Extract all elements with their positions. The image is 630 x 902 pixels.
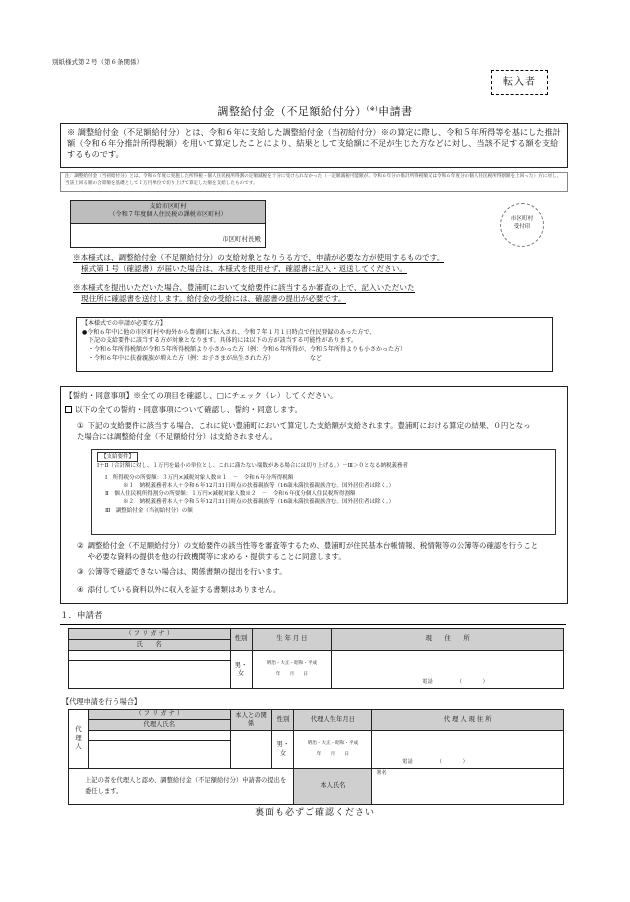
municipality-header xyxy=(71,201,265,224)
proxy-ymd: 年 月 日 xyxy=(316,751,349,757)
requirement-line3: ・令和６年所得税額が令和５年所得税額より小さかった方（例：令和６年所得が、令和５年所得よりも小さかった方） xyxy=(88,346,407,354)
proxy-phone-label: 電話 xyxy=(402,758,413,765)
requirement-title: 【本様式での申請が必要な方】 xyxy=(82,320,167,327)
transfer-badge: 転入者 xyxy=(491,70,548,95)
municipality-sublabel: （令和７年度個人住民税の課税市区町村） xyxy=(109,211,227,219)
proxy-furigana-header: （ フ リ ガ ナ ） xyxy=(88,710,230,720)
proxy-signature-label: 署名 xyxy=(376,770,387,776)
proxy-gender-select[interactable]: 男・女 xyxy=(272,731,294,769)
pledge-item-3 xyxy=(77,567,555,578)
form-number: 別紙様式第２号（第６条関係） xyxy=(52,58,143,66)
stamp-label-1: 市区町村 xyxy=(510,216,534,222)
pledge-item-1 xyxy=(77,421,555,442)
applicant-gender-header: 性別 xyxy=(230,629,252,651)
review-notice-line1: ※本様式を提出いただいた場合、豊浦町において支給要件に該当するか審査の上で、記入いただいた xyxy=(73,283,415,292)
supply-row-2-note: ※２ 納税義務者本人＋令和５年12月31日時点の扶養親族等（16歳未満扶養親族含む。国外居住者は除く。） xyxy=(123,499,395,506)
proxy-birthdate-field[interactable] xyxy=(294,731,372,769)
stamp-label-2: 受付印 xyxy=(513,223,531,230)
requirement-line1: ●令和６年中に他の市区町村や海外から豊浦町に転入され、令和７年１月１日時点で住民登録のあった方で、 xyxy=(82,328,376,336)
supply-label: 【支給要件】 xyxy=(97,452,138,462)
proxy-side-text: 代理人 xyxy=(75,725,82,751)
applicant-phone-paren: （ ） xyxy=(456,678,488,685)
pledge-checkbox[interactable] xyxy=(65,406,72,413)
title-main: 調整給付金（不足額給付分） xyxy=(217,105,367,118)
municipality-label: 支給市区町村 xyxy=(149,203,187,210)
usage-notice-line2: 様式第１号（確認書）が届いた場合は、本様式を使用せず、確認書に記入・返送してください。 xyxy=(81,264,407,273)
proxy-era-options: 明治・大正・昭和・平成 xyxy=(307,741,359,747)
pledge-header: 【誓約・同意事項】※全ての項目を確認し、□にチェック（レ）してください。 xyxy=(65,391,338,400)
applicant-address-field[interactable] xyxy=(332,651,564,689)
back-side-notice: 裏面も必ずご確認ください xyxy=(254,808,375,818)
applicant-ymd: 年 月 日 xyxy=(275,671,308,677)
supply-requirement-box xyxy=(91,449,556,535)
proxy-relation-header: 本人との関係 xyxy=(230,710,272,731)
applicant-furigana-input[interactable] xyxy=(69,651,231,661)
pledge-item-2-number: ② xyxy=(77,541,84,550)
proxy-delegation-text: 上記の者を代理人と認め、調整給付金（不足額給付分）申請書の提出を委任します。 xyxy=(69,769,294,805)
review-notice xyxy=(73,282,543,304)
applicant-heading-rule xyxy=(60,624,566,625)
pledge-item-3-number: ③ xyxy=(77,567,84,576)
requirement-line2: 下記の支給要件に該当する方が対象となります。具体的には以下の方が該当する可能性があります。 xyxy=(88,337,358,345)
applicant-gender-select[interactable]: 男・女 xyxy=(230,651,252,689)
proxy-name-input[interactable] xyxy=(88,741,230,769)
summary-box: ※ 調整給付金（不足額給付分）とは、令和６年に支給した調整給付金（当初給付分）※の算定に際し、令和５年所得等を基にした推計額（令和６年分推計所得税額）を用いて算定したことにより、結果として支給額に不足が生じた方などに対し、当該不足する額を支給するものです。 xyxy=(60,123,568,168)
supply-row-3: Ⅲ 調整給付金（当初給付分）の額 xyxy=(105,507,193,514)
document-title xyxy=(0,105,630,119)
proxy-relation-input[interactable] xyxy=(230,731,272,769)
title-note-mark: (※) xyxy=(366,105,379,113)
usage-notice xyxy=(73,252,543,274)
pledge-item-1-number: ① xyxy=(77,421,84,430)
pledge-item-2 xyxy=(77,541,555,562)
requirement-line4-suffix: など xyxy=(310,354,323,362)
pledge-lead xyxy=(65,405,302,415)
applicant-name-header: 氏 名 xyxy=(69,640,231,651)
review-notice-line2: 現住所に確認書を送付します。給付金の受給には、確認書の提出が必要です。 xyxy=(81,294,346,303)
proxy-table xyxy=(68,709,564,805)
applicant-heading: １．申請者 xyxy=(60,611,103,621)
proxy-signature-field[interactable] xyxy=(372,769,564,805)
requirement-line4: ・令和６年中に扶養親族が増えた方（例：お子さまが出生された方） xyxy=(88,354,275,362)
supply-formula: Ⅰ＋Ⅱ（合計額に対し、１万円を最小の単位とし、これに満たない端数がある場合には切り上げる。）－Ⅲ＞０となる納税義務者 xyxy=(97,463,408,470)
pledge-item-2-text: 調整給付金（不足額給付分）の支給要件の該当性等を審査等するため、豊浦町が住民基本台帳情報、税情報等の公簿等の確認を行うことや必要な資料の提供を他の行政機関等に求める・提供することに同意します。 xyxy=(87,541,539,561)
supply-row-1: Ⅰ 所得税分の所要額：３万円×減税対象人数※１ － 令和６年分所得税額 xyxy=(105,474,294,481)
title-suffix: 申請書 xyxy=(378,105,413,118)
applicant-address-header: 現 住 所 xyxy=(332,629,564,651)
usage-notice-line1: ※本様式は、調整給付金（不足額給付分）の支給対象となりうる方で、申請が必要な方が使用するものです。 xyxy=(73,253,445,262)
reception-stamp-area xyxy=(500,203,544,247)
proxy-name-header: 代理人氏名 xyxy=(88,720,230,731)
pledge-item-3-text: 公簿等で確認できない場合は、関係書類の提出を行います。 xyxy=(87,567,287,576)
pledge-item-4-number: ④ xyxy=(77,585,84,594)
proxy-phone-paren: （ ） xyxy=(436,758,468,765)
applicant-phone-label: 電話 xyxy=(422,678,433,685)
proxy-gender-header: 性別 xyxy=(272,710,294,731)
proxy-principal-label: 本人氏名 xyxy=(294,769,372,805)
proxy-address-header: 代 理 人 現 住 所 xyxy=(372,710,564,731)
municipality-mayor: 市区町村長殿 xyxy=(222,234,261,243)
applicant-name-input[interactable] xyxy=(69,661,231,689)
pledge-item-1-text: 下記の支給要件に該当する場合、これに従い豊浦町において算定した支給額が支給されます。豊浦町における算定の結果、０円となった場合には調整給付金（不足額給付分）は支給されません。 xyxy=(77,421,531,441)
proxy-heading: 【代理申請を行う場合】 xyxy=(62,697,142,706)
pledge-box xyxy=(60,386,568,604)
supply-row-1-note: ※１ 納税義務者本人＋令和６年12月31日時点の扶養親族等（16歳未満扶養親族含む。国外居住者は除く。） xyxy=(123,482,395,489)
applicant-birth-header: 生 年 月 日 xyxy=(252,629,332,651)
requirement-box xyxy=(76,317,553,372)
applicant-birthdate-field[interactable] xyxy=(252,651,332,689)
applicant-era-options: 明治・大正・昭和・平成 xyxy=(266,661,318,667)
proxy-side-label xyxy=(69,710,89,769)
proxy-furigana-input[interactable] xyxy=(88,731,230,741)
pledge-item-4 xyxy=(77,585,555,596)
applicant-table xyxy=(68,628,564,689)
applicant-furigana-header: （ フ リ ガ ナ ） xyxy=(69,629,231,640)
proxy-birth-header: 代理人生年月日 xyxy=(294,710,372,731)
proxy-address-field[interactable] xyxy=(372,731,564,769)
municipality-box xyxy=(70,200,266,248)
pledge-lead-text: 以下の全ての誓約・同意事項について確認し、誓約・同意します。 xyxy=(75,405,303,414)
supply-row-2: Ⅱ 個人住民税所得割分の所要額：１万円×減税対象人数※２ － 令和６年度分個人住民税所得割額 xyxy=(105,491,356,497)
initial-payment-note: 注：調整給付金（当初給付分）とは、令和６年度に実施した所得税・個人住民税所得割の定額減税を十分に受けられなかった（一定額減税可能額が、令和６年分の推計所得税額又は令和６年度分の個人住民税所得割額を上回った）方に対し、当該上回る額の合算額を基礎として１万円単位で切り上げて算定した額を支給したものです。 xyxy=(60,172,568,192)
pledge-item-4-text: 添付している資料以外に収入を証する書類はありません。 xyxy=(87,585,281,594)
